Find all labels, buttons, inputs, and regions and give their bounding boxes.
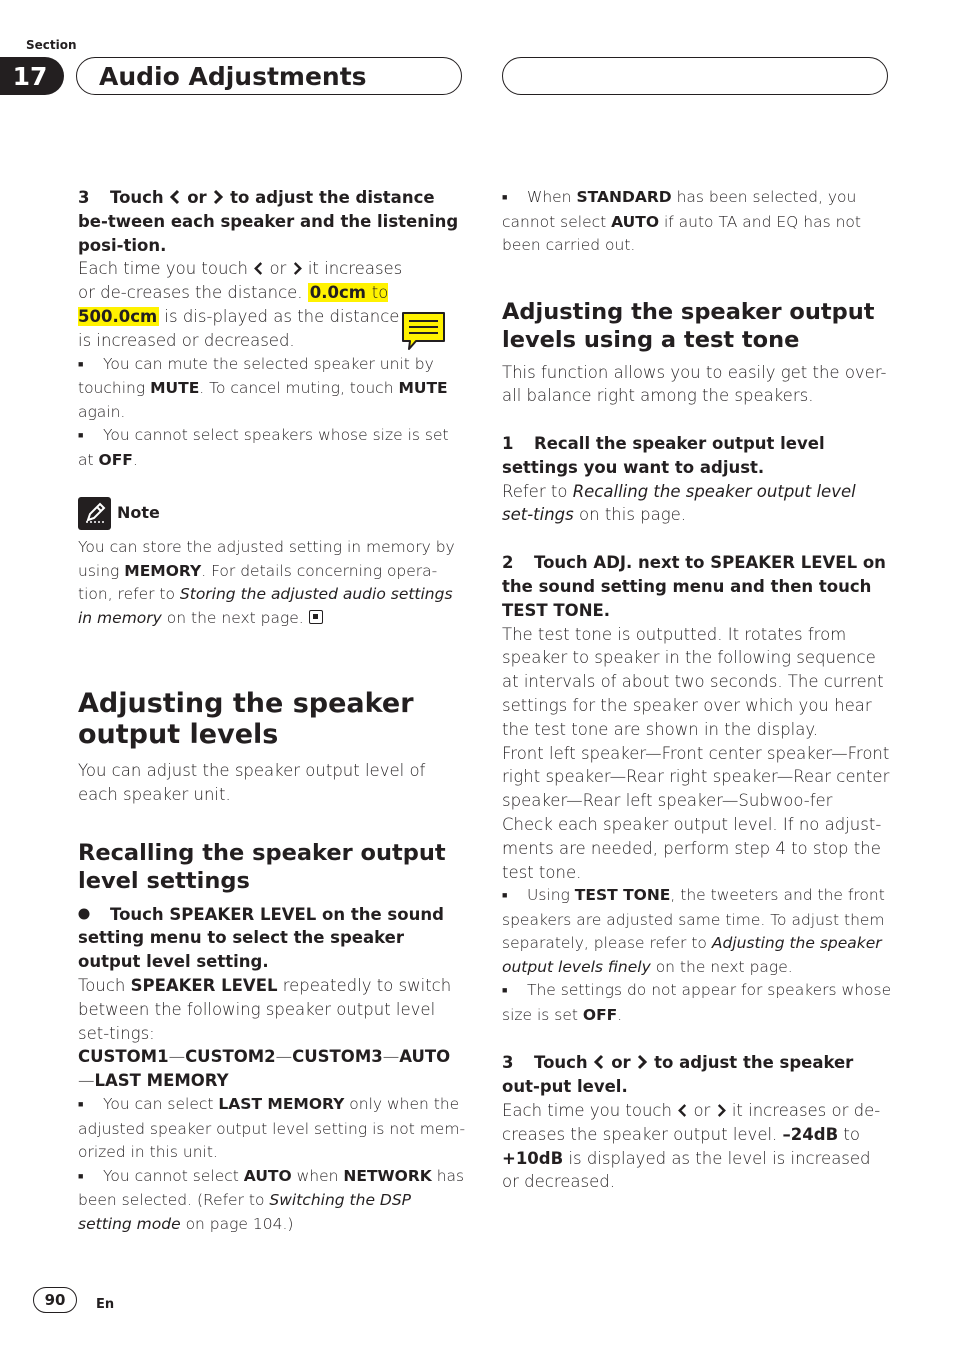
level-min: –24dB [782,1124,839,1144]
step-number: 2 [502,553,514,573]
range-to: to [371,283,389,303]
bullet-size-off [78,424,466,472]
test-tone-intro: This function allows you to easily get the over-all balance right among the speakers. [502,362,887,406]
end-of-section-icon [309,610,323,624]
step-1-paragraph [502,480,892,528]
chevron-right-icon [716,1103,727,1118]
step-3-paragraph [502,1099,892,1194]
seq-item: CUSTOM1 [78,1047,169,1067]
distance-min: 0.0cm [309,283,366,303]
body-text: on page 104.) [185,1214,294,1233]
seq-dash: — [78,1071,95,1091]
seq-dash: — [382,1047,400,1067]
body-text: You can select [103,1095,214,1114]
step-text: Touch ADJ. next to SPEAKER LEVEL on the sound setting menu and then touch TEST TONE. [502,553,886,620]
body-text: You can store the adjusted setting in memory by using [78,538,455,580]
body-text: The settings do not appear for speakers whose size is set [502,981,892,1024]
bullet-test-tone [502,884,892,979]
square-bullet-icon: ■ [502,193,508,203]
distance-max: 500.0cm [78,306,158,326]
step-text: to adjust the speaker out-put level. [502,1053,854,1097]
body-text: . [132,450,138,469]
heading-test-tone: Adjusting the speaker output levels using a test tone [502,298,875,353]
square-bullet-icon: ■ [78,1171,84,1182]
body-text: You can mute the selected speaker unit by touching [78,354,434,398]
pencil-note-icon [78,497,111,530]
square-bullet-icon: ■ [502,986,508,997]
cross-reference: Switching the DSP setting mode [78,1191,412,1233]
body-text: Using [527,886,570,905]
square-bullet-icon: ■ [502,891,508,902]
cross-reference: Recalling the speaker output level set-tings [502,481,856,525]
body-text: When [527,188,572,206]
heading-adjusting-output-levels: Adjusting the speaker output levels [78,688,414,751]
keyword: MUTE [398,379,448,398]
seq-dash: — [168,1047,186,1067]
language-code: En [96,1297,115,1312]
body-text: again. [78,402,126,421]
step-text: to adjust the distance be-tween each speaker and the listening posi-tion. [78,188,459,255]
body-text: has been selected. (Refer to [78,1166,465,1210]
keyword: OFF [582,1005,618,1024]
cross-reference: Storing the adjusted audio settings in memory [78,585,453,627]
body-text: on the next page. [655,957,793,976]
step-text: Touch [534,1053,588,1073]
body-text: Refer to [502,481,568,501]
section-title-box [76,57,462,95]
body-text: Each time you touch [78,259,248,279]
section-title: Audio Adjustments [99,61,367,91]
step-1-recall [502,432,892,480]
bullet-auto-network [78,1165,466,1237]
step-2-test-tone [502,551,892,622]
keyword: MUTE [150,379,200,398]
body-text: has been selected, you cannot select [502,188,857,231]
seq-dash: — [275,1047,293,1067]
distance-paragraph [78,257,408,352]
right-column [502,186,892,1194]
step-2-sequence: Front left speaker—Front center speaker—Front right speaker—Rear right speaker—Rear center speaker—Rear left speaker—Subwoo-fer [502,743,890,811]
bullet-size-off-right [502,979,892,1027]
keyword: SPEAKER LEVEL [130,976,278,996]
note-body [78,536,466,630]
body-text: is displayed as the level is increased or decreased. [502,1148,871,1192]
body-text: it increases or de-creases the speaker output level. [502,1101,881,1144]
section-number: 17 [0,57,64,95]
keyword: OFF [98,450,133,469]
output-levels-intro: You can adjust the speaker output level of each speaker unit. [78,761,426,804]
chevron-right-icon [212,189,224,205]
chevron-right-icon [292,261,303,276]
page-number: 90 [33,1287,77,1313]
body-text: or [269,259,287,279]
chevron-right-icon [636,1054,648,1070]
step-3-distance [78,186,466,257]
body-text: . For details concerning opera-tion, refer to [78,561,438,604]
step-text: Touch SPEAKER LEVEL on the sound setting menu to select the speaker output level setting. [78,904,444,972]
body-text: if auto TA and EQ has not been carried out. [502,212,861,254]
square-bullet-icon: ■ [78,1100,84,1111]
body-text: , the tweeters and the front speakers are adjusted same time. To adjust them separately, please refer to [502,886,885,953]
body-text: You cannot select [103,1166,239,1185]
keyword: NETWORK [343,1166,432,1185]
square-bullet-icon: ■ [78,359,84,370]
body-text: . To cancel muting, touch [199,379,394,398]
bullet-last-memory [78,1093,466,1165]
keyword: AUTO [611,212,660,231]
round-bullet-icon [78,903,110,927]
left-column [78,186,466,1236]
step-text: Touch [110,188,164,207]
square-bullet-icon: ■ [78,431,84,442]
body-text: repeatedly to switch between the following speaker output level set-tings: [78,976,452,1043]
step-number: 3 [78,188,90,207]
chevron-left-icon [169,189,181,205]
keyword: LAST MEMORY [218,1095,345,1114]
body-text: on this page. [579,505,687,525]
chevron-left-icon [593,1054,605,1070]
body-text: to [843,1124,860,1144]
seq-item: CUSTOM3 [292,1047,383,1067]
note-label: Note [117,503,160,523]
body-text: . [617,1005,623,1024]
step-text: or [611,1053,631,1073]
step-3-output-level [502,1051,892,1099]
keyword: STANDARD [576,188,672,206]
seq-item: CUSTOM2 [185,1047,276,1067]
bullet-mute [78,353,466,425]
step-2-paragraph-1: The test tone is outputted. It rotates from speaker to speaker in the following sequence at intervals of about two seconds. The current settings for the speaker over which you hear the test tone are shown in the display. [502,624,884,739]
recall-paragraph [78,974,466,1045]
step-text: Recall the speaker output level settings you want to adjust. [502,434,825,477]
chevron-left-icon [253,261,264,276]
body-text: is dis-played as the distance is increased or decreased. [78,306,400,350]
seq-item: LAST MEMORY [94,1071,229,1091]
heading-recalling-settings: Recalling the speaker output level settings [78,839,446,894]
step-text: or [187,188,207,207]
note-heading [78,496,466,530]
step-number: 1 [502,434,514,454]
chevron-left-icon [677,1103,688,1118]
body-text: when [296,1166,339,1185]
body-text: You cannot select speakers whose size is set at [78,426,449,469]
header-empty-box [502,57,888,95]
step-number: 3 [502,1053,514,1073]
level-max: +10dB [502,1148,564,1168]
setting-sequence [78,1045,466,1093]
cross-reference: Adjusting the speaker output levels finely [502,934,882,976]
body-text: on the next page. [166,608,304,627]
keyword: MEMORY [124,561,202,580]
body-text: or [693,1101,711,1121]
section-label: Section [26,38,77,52]
keyword: TEST TONE [574,886,671,905]
seq-item: AUTO [399,1047,451,1067]
step-recall [78,903,466,974]
bullet-standard [502,186,892,258]
step-2-paragraph-3: Check each speaker output level. If no adjust-ments are needed, perform step 4 to stop the test tone. [502,815,882,882]
body-text: it increases or de-creases the distance. [78,259,403,303]
body-text: Touch [78,976,126,996]
body-text: only when the adjusted speaker output level setting is not mem-orized in this unit. [78,1095,466,1162]
keyword: AUTO [243,1166,292,1185]
body-text: Each time you touch [502,1101,672,1121]
